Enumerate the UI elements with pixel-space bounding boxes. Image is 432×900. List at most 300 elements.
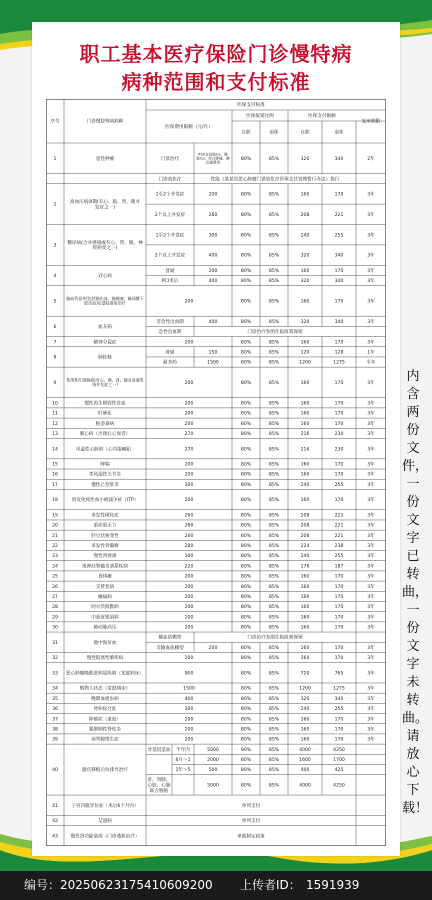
row-6-type-1: 急性出血期 xyxy=(158,330,182,336)
row-37-ratio-ret-0: 85% xyxy=(268,717,280,723)
row-25-ratio-ret-0: 85% xyxy=(268,574,280,580)
row-19-limit-ret-0: 221 xyxy=(334,513,344,519)
row-39-ratio-ret-0: 85% xyxy=(268,737,280,743)
row-2-disease: 高血压病(Ⅱ期(有心、脑、肾、眼并发症之一) xyxy=(69,200,141,211)
row-5-ratio-ret-0: 85% xyxy=(268,299,280,305)
header-employed-2: 在职 xyxy=(300,130,310,136)
row-40-limit-ret-2: 425 xyxy=(334,768,344,774)
row-40-disease: 器官移植后抗排异治疗 xyxy=(82,768,128,774)
row-35-ratio-ret-0: 85% xyxy=(268,696,280,702)
row-9-limit-ret-0: 170 xyxy=(334,381,344,387)
row-4-disease: 冠心病 xyxy=(98,274,112,280)
row-4-limit-ret-1: 340 xyxy=(334,279,344,285)
row-38-limit-in-0: 160 xyxy=(300,727,310,733)
row-24-fee-0: 220 xyxy=(184,564,194,570)
row-40-limit-in-3: 4000 xyxy=(299,783,311,789)
row-17-limit-in-0: 240 xyxy=(300,482,310,488)
row-34-limit-in-0: 1200 xyxy=(299,686,311,692)
row-18-limit-in-0: 160 xyxy=(300,498,310,504)
row-30-limit-ret-0: 170 xyxy=(334,625,344,631)
row-22-seq: 22 xyxy=(52,544,58,550)
row-9-ratio-in-0: 80% xyxy=(240,381,252,387)
row-32-disease: 慢性阻塞性肺疾病 xyxy=(86,656,124,662)
row-42-disease: 艾滋病 xyxy=(98,819,112,825)
row-3-type-1: 2个以上并发症 xyxy=(154,253,186,259)
row-8-type-1: 耐多药 xyxy=(163,360,177,366)
row-17-disease: 慢性乙型肝炎 xyxy=(91,482,119,488)
row-31-review-1: 3年 xyxy=(367,645,375,651)
row-4-ratio-ret-0: 85% xyxy=(268,268,280,274)
row-30-review-0: 3年 xyxy=(367,625,375,631)
row-13-limit-ret-0: 230 xyxy=(334,431,344,437)
row-10-seq: 10 xyxy=(52,401,58,407)
row-1-limit-ret-0: 340 xyxy=(334,156,344,162)
row-13-disease: 肺心病（出现右心衰者） xyxy=(79,431,131,437)
row-36-seq: 36 xyxy=(52,707,58,713)
row-26-fee-0: 200 xyxy=(184,584,194,590)
row-8-disease: 肺结核 xyxy=(98,355,112,361)
row-8-limit-ret-1: 1275 xyxy=(333,360,345,366)
row-40-period-1: 6月～1 xyxy=(175,758,191,764)
row-12-ratio-in-0: 80% xyxy=(240,421,252,427)
row-30-ratio-in-0: 80% xyxy=(240,625,252,631)
row-21-ratio-in-0: 80% xyxy=(240,533,252,539)
row-8-review-0: 1年 xyxy=(367,350,375,356)
row-40-ratio-in-1: 80% xyxy=(240,758,252,764)
row-39-fee-0: 200 xyxy=(184,737,194,743)
row-17-ratio-ret-0: 85% xyxy=(268,482,280,488)
row-40-limit-ret-0: 4250 xyxy=(333,747,345,753)
row-40-limit-in-2: 400 xyxy=(300,768,310,774)
row-34-review-0: 3年 xyxy=(367,686,375,692)
row-23-seq: 23 xyxy=(52,554,58,560)
row-2-fee-1: 260 xyxy=(208,212,218,218)
row-4-review-1: 3年 xyxy=(367,279,375,285)
table-grid xyxy=(46,99,386,846)
row-33-limit-in-0: 720 xyxy=(300,671,310,677)
row-40-fee-3: 5000 xyxy=(207,783,219,789)
row-23-disease: 慢性肾衰竭 xyxy=(93,554,117,560)
row-1-seq: 1 xyxy=(53,156,57,162)
row-15-limit-ret-0: 170 xyxy=(334,462,344,468)
row-41-seq: 41 xyxy=(52,803,58,809)
row-18-limit-ret-0: 170 xyxy=(334,498,344,504)
row-22-ratio-in-0: 80% xyxy=(240,544,252,550)
row-10-limit-in-0: 160 xyxy=(300,401,310,407)
row-2-review-1: 3年 xyxy=(367,212,375,218)
row-30-limit-in-0: 160 xyxy=(300,625,310,631)
row-28-limit-ret-0: 170 xyxy=(334,605,344,611)
row-2-type-0: 1至2个并发症 xyxy=(155,192,185,198)
row-8-limit-ret-0: 128 xyxy=(334,350,344,356)
row-29-ratio-ret-0: 85% xyxy=(268,615,280,621)
row-8-seq: 8 xyxy=(53,355,57,361)
row-40-ratio-in-0: 80% xyxy=(240,747,252,753)
payment-standard-table xyxy=(46,99,386,846)
row-31-ratio-ret-1: 85% xyxy=(268,645,280,651)
row-26-ratio-in-0: 80% xyxy=(240,584,252,590)
row-12-ratio-ret-0: 85% xyxy=(268,421,280,427)
row-24-seq: 24 xyxy=(52,564,58,570)
header-retired: 退休 xyxy=(269,130,279,136)
row-2-limit-ret-0: 170 xyxy=(334,192,344,198)
row-1-review-0: 2年 xyxy=(367,156,375,162)
row-24-disease: 视神经脊髓炎谱系疾病 xyxy=(82,564,128,570)
row-3-type-0: 1至2个并发症 xyxy=(155,233,185,239)
row-9-ratio-ret-0: 85% xyxy=(268,381,280,387)
row-18-fee-0: 200 xyxy=(184,498,194,504)
row-14-limit-in-0: 216 xyxy=(300,447,310,453)
row-4-limit-in-1: 320 xyxy=(300,279,310,285)
row-16-limit-ret-0: 170 xyxy=(334,472,344,478)
row-20-seq: 20 xyxy=(52,523,58,529)
row-6-type-0: 非急性出血期 xyxy=(156,319,184,325)
row-23-fee-0: 300 xyxy=(184,554,194,560)
row-43-note-0: 单独制定政策 xyxy=(237,834,265,840)
row-19-fee-0: 260 xyxy=(184,513,194,519)
row-15-ratio-ret-0: 85% xyxy=(268,462,280,468)
row-40-limit-in-1: 1600 xyxy=(299,758,311,764)
row-29-fee-0: 200 xyxy=(184,615,194,621)
row-31-note-0: 门诊治疗参照住院政策保销 xyxy=(247,635,303,641)
footer-bar xyxy=(0,871,432,900)
row-8-ratio-ret-1: 85% xyxy=(268,360,280,366)
row-39-review-0: 3年 xyxy=(367,737,375,743)
row-2-ratio-in-0: 80% xyxy=(240,192,252,198)
row-15-fee-0: 200 xyxy=(184,462,194,468)
row-15-limit-in-0: 160 xyxy=(300,462,310,468)
row-3-review-0: 3年 xyxy=(367,233,375,239)
row-3-ratio-ret-1: 85% xyxy=(268,253,280,259)
row-13-seq: 13 xyxy=(52,431,58,437)
row-19-ratio-in-0: 80% xyxy=(240,513,252,519)
row-26-review-0: 3年 xyxy=(367,584,375,590)
row-9-review-0: 3年 xyxy=(367,381,375,387)
row-33-review-0: 3年 xyxy=(367,671,375,677)
row-27-disease: 癫痫病 xyxy=(98,594,112,600)
row-37-review-0: 3年 xyxy=(367,717,375,723)
row-24-limit-in-0: 176 xyxy=(300,564,310,570)
row-12-seq: 12 xyxy=(52,421,58,427)
row-19-limit-in-0: 208 xyxy=(300,513,310,519)
row-28-review-0: 3年 xyxy=(367,605,375,611)
row-2-ratio-in-1: 80% xyxy=(240,212,252,218)
header-seq: 序号 xyxy=(50,119,60,125)
row-2-limit-in-0: 160 xyxy=(300,192,310,198)
row-40-ratio-in-2: 80% xyxy=(240,768,252,774)
row-25-fee-0: 200 xyxy=(184,574,194,580)
row-22-limit-ret-0: 238 xyxy=(334,544,344,550)
row-40-ratio-ret-0: 85% xyxy=(268,747,280,753)
row-32-limit-ret-0: 170 xyxy=(334,656,344,662)
row-34-fee-0: 1500 xyxy=(183,686,195,692)
row-42-note-0: 单列支付 xyxy=(241,819,261,825)
row-8-fee-0: 150 xyxy=(208,350,218,356)
row-7-seq: 7 xyxy=(53,340,57,346)
row-23-ratio-ret-0: 85% xyxy=(268,554,280,560)
row-27-ratio-ret-0: 85% xyxy=(268,594,280,600)
row-37-ratio-in-0: 80% xyxy=(240,717,252,723)
row-22-fee-0: 280 xyxy=(184,544,194,550)
row-3-limit-in-0: 240 xyxy=(300,233,310,239)
row-22-review-0: 3年 xyxy=(367,544,375,550)
row-41-note-0: 单列支付 xyxy=(241,803,261,809)
row-5-limit-ret-0: 170 xyxy=(334,299,344,305)
row-42-seq: 42 xyxy=(52,819,58,825)
row-1-ratio-ret-0: 85% xyxy=(268,156,280,162)
row-6-disease: 血友病 xyxy=(98,325,112,331)
row-20-limit-ret-0: 221 xyxy=(334,523,344,529)
row-19-ratio-ret-0: 85% xyxy=(268,513,280,519)
row-7-fee-0: 200 xyxy=(184,340,194,346)
row-2-ratio-ret-1: 85% xyxy=(268,212,280,218)
header-fee-limit: 医保费用限额（元/月） xyxy=(165,125,213,131)
row-38-review-0: 3年 xyxy=(367,727,375,733)
row-8-review-1: 半年 xyxy=(366,360,376,366)
row-1-fee-0: 400含直肠Ca、膀胱Ca、宫口肿瘤、淋巴瘤费用 xyxy=(196,152,230,165)
row-4-limit-in-0: 160 xyxy=(300,268,310,274)
row-31-ratio-in-1: 80% xyxy=(240,645,252,651)
row-35-ratio-in-0: 80% xyxy=(240,696,252,702)
row-3-limit-ret-0: 255 xyxy=(334,233,344,239)
row-31-seq: 31 xyxy=(52,640,58,646)
row-33-ratio-ret-0: 85% xyxy=(268,671,280,677)
row-16-disease: 类风湿性关节炎 xyxy=(88,472,122,478)
row-9-limit-in-0: 160 xyxy=(300,381,310,387)
row-23-review-0: 3年 xyxy=(367,554,375,560)
row-18-seq: 18 xyxy=(52,498,58,504)
row-3-ratio-ret-0: 85% xyxy=(268,233,280,239)
row-17-fee-0: 300 xyxy=(184,482,194,488)
row-24-ratio-ret-0: 85% xyxy=(268,564,280,570)
row-5-review-0: 3年 xyxy=(367,299,375,305)
row-27-limit-in-0: 160 xyxy=(300,594,310,600)
row-37-limit-ret-0: 170 xyxy=(334,717,344,723)
row-32-ratio-ret-0: 85% xyxy=(268,656,280,662)
row-25-ratio-in-0: 80% xyxy=(240,574,252,580)
row-38-disease: 强制制性脊柱炎 xyxy=(88,727,122,733)
row-30-seq: 30 xyxy=(52,625,58,631)
row-1-ratio-in-0: 80% xyxy=(240,156,252,162)
row-12-review-0: 3年 xyxy=(367,421,375,427)
row-4-ratio-ret-1: 85% xyxy=(268,279,280,285)
row-4-ratio-in-0: 80% xyxy=(240,268,252,274)
row-28-ratio-ret-0: 85% xyxy=(268,605,280,611)
row-20-ratio-ret-0: 85% xyxy=(268,523,280,529)
row-23-limit-in-0: 240 xyxy=(300,554,310,560)
row-16-ratio-ret-0: 85% xyxy=(268,472,280,478)
row-4-fee-1: 400 xyxy=(208,279,218,285)
row-30-fee-0: 200 xyxy=(184,625,194,631)
row-35-limit-in-0: 320 xyxy=(300,696,310,702)
row-40-fee-0: 5000 xyxy=(207,747,219,753)
row-37-disease: 抑郁症（重度） xyxy=(88,717,122,723)
row-38-limit-ret-0: 170 xyxy=(334,727,344,733)
row-2-type-1: 2个以上并发症 xyxy=(154,212,186,218)
row-43-seq: 43 xyxy=(52,834,58,840)
row-10-ratio-ret-0: 85% xyxy=(268,401,280,407)
row-12-disease: 帕金森病 xyxy=(95,421,115,427)
row-36-limit-in-0: 240 xyxy=(300,707,310,713)
row-16-seq: 16 xyxy=(52,472,58,478)
row-40-limit-ret-3: 4250 xyxy=(333,783,345,789)
row-3-limit-ret-1: 340 xyxy=(334,253,344,259)
row-25-seq: 25 xyxy=(52,574,58,580)
row-21-limit-in-0: 208 xyxy=(300,533,310,539)
row-12-limit-in-0: 160 xyxy=(300,421,310,427)
row-26-disease: 支梦恶病 xyxy=(95,584,115,590)
row-22-limit-in-0: 224 xyxy=(300,544,310,550)
row-34-limit-ret-0: 1275 xyxy=(333,686,345,692)
row-30-disease: 肺动脉高压 xyxy=(93,625,117,631)
row-11-disease: 肝硬化 xyxy=(98,411,112,417)
row-1-type-0: 门诊治疗 xyxy=(160,156,180,162)
row-27-limit-ret-0: 170 xyxy=(334,594,344,600)
row-3-ratio-in-0: 80% xyxy=(240,233,252,239)
row-29-seq: 29 xyxy=(52,615,58,621)
row-2-fee-0: 200 xyxy=(208,192,218,198)
row-33-limit-ret-0: 765 xyxy=(334,671,344,677)
row-40-seq: 40 xyxy=(52,768,58,774)
row-10-fee-0: 200 xyxy=(184,401,194,407)
row-40-period-0: 半年内 xyxy=(176,747,190,753)
row-7-limit-ret-0: 170 xyxy=(334,340,344,346)
row-6-ratio-ret-0: 85% xyxy=(268,319,280,325)
row-4-fee-0: 200 xyxy=(208,268,218,274)
row-14-ratio-ret-0: 85% xyxy=(268,447,280,453)
row-40-fee-1: 2000 xyxy=(207,758,219,764)
row-36-fee-0: 300 xyxy=(184,707,194,713)
row-34-disease: 植物人状态（家庭病床） xyxy=(79,686,131,692)
row-32-limit-in-0: 160 xyxy=(300,656,310,662)
header-disease: 门诊慢特殊病病种 xyxy=(86,119,124,125)
row-15-seq: 15 xyxy=(52,462,58,468)
row-11-fee-0: 200 xyxy=(184,411,194,417)
header-retired-2: 退休 xyxy=(334,130,344,136)
row-39-disease: 前列腺增生症 xyxy=(91,737,119,743)
row-40-type-0: 异基因造血 xyxy=(147,747,171,753)
row-4-type-0: 普通 xyxy=(165,268,175,274)
row-38-ratio-ret-0: 85% xyxy=(268,727,280,733)
row-36-ratio-in-0: 80% xyxy=(240,707,252,713)
row-19-review-0: 3年 xyxy=(367,513,375,519)
download-notice: 内含两份文件，一份文字已转曲，一份文字未转曲。请放心下载！ xyxy=(402,369,429,816)
row-10-ratio-in-0: 80% xyxy=(240,401,252,407)
row-35-disease: 晚期血吸虫病 xyxy=(91,696,119,702)
row-7-disease: 精神分裂症 xyxy=(93,340,117,346)
row-39-seq: 39 xyxy=(52,737,58,743)
row-37-fee-0: 200 xyxy=(184,717,194,723)
row-25-disease: 眷体瘫 xyxy=(98,574,112,580)
row-12-fee-0: 200 xyxy=(184,421,194,427)
row-23-limit-ret-0: 255 xyxy=(334,554,344,560)
row-20-disease: 重症肌无力 xyxy=(93,523,117,529)
row-6-review-0: 3年 xyxy=(367,319,375,325)
header-payment-standard: 医保支付标准 xyxy=(237,103,265,109)
row-37-limit-in-0: 160 xyxy=(300,717,310,723)
row-26-ratio-ret-0: 85% xyxy=(268,584,280,590)
footer-uploader-label: 上传者ID： xyxy=(240,878,301,892)
header-pay-limit: 医保支付限额 xyxy=(308,114,336,120)
row-28-ratio-in-0: 80% xyxy=(240,605,252,611)
header-ratio: 医保报销比例 xyxy=(246,114,274,120)
row-20-limit-in-0: 208 xyxy=(300,523,310,529)
row-11-ratio-in-0: 80% xyxy=(240,411,252,417)
row-21-disease: 肝豆状核变性 xyxy=(91,533,119,539)
row-23-ratio-in-0: 80% xyxy=(240,554,252,560)
row-2-limit-ret-1: 221 xyxy=(334,212,344,218)
row-2-ratio-ret-0: 85% xyxy=(268,192,280,198)
row-4-limit-ret-0: 170 xyxy=(334,268,344,274)
row-14-limit-ret-0: 230 xyxy=(334,447,344,453)
row-5-seq: 5 xyxy=(53,299,57,305)
row-24-ratio-in-0: 80% xyxy=(240,564,252,570)
row-3-disease: 糖尿病(合并感染或有心、肾、眼、神经病变之一) xyxy=(67,240,143,252)
row-12-limit-ret-0: 170 xyxy=(334,421,344,427)
row-28-disease: 阿尔茨海默病 xyxy=(91,605,119,611)
row-36-ratio-ret-0: 85% xyxy=(268,707,280,713)
row-20-review-0: 3年 xyxy=(367,523,375,529)
row-11-seq: 11 xyxy=(52,411,58,417)
page-title-line1: 职工基本医疗保险门诊慢特病 xyxy=(79,42,353,66)
row-6-note-1: 门诊治疗参照住院政策保销 xyxy=(247,330,303,336)
row-16-fee-0: 200 xyxy=(184,472,194,478)
row-36-disease: 肾病综合征 xyxy=(93,707,117,713)
row-16-review-0: 3年 xyxy=(367,472,375,478)
row-17-ratio-in-0: 80% xyxy=(240,482,252,488)
row-34-ratio-ret-0: 85% xyxy=(268,686,280,692)
row-8-type-0: 普通 xyxy=(165,350,175,356)
row-6-limit-ret-0: 340 xyxy=(334,319,344,325)
footer-id-value: 20250623175410609200 xyxy=(60,878,213,892)
row-3-seq: 3 xyxy=(53,243,57,249)
row-10-review-0: 3年 xyxy=(367,401,375,407)
row-7-review-0: 3年 xyxy=(367,340,375,346)
row-20-ratio-in-0: 80% xyxy=(240,523,252,529)
row-16-ratio-in-0: 80% xyxy=(240,472,252,478)
row-3-limit-in-1: 320 xyxy=(300,253,310,259)
row-27-fee-0: 200 xyxy=(184,594,194,600)
row-13-limit-in-0: 216 xyxy=(300,431,310,437)
row-13-ratio-in-0: 80% xyxy=(240,431,252,437)
row-39-limit-in-0: 160 xyxy=(300,737,310,743)
row-13-review-0: 3年 xyxy=(367,431,375,437)
row-17-limit-ret-0: 255 xyxy=(334,482,344,488)
row-3-ratio-in-1: 80% xyxy=(240,253,252,259)
row-9-fee-0: 200 xyxy=(184,381,194,387)
row-40-limit-ret-1: 1700 xyxy=(333,758,345,764)
row-9-disease: 系统性红斑狼疮(有心、肺、肾、脑及血液系统并发症之一) xyxy=(66,377,144,388)
row-3-fee-0: 300 xyxy=(208,233,218,239)
row-39-limit-ret-0: 170 xyxy=(334,737,344,743)
row-18-disease: 原发免疫性血小板减少症（ITP） xyxy=(71,498,139,504)
footer-uploader-value: 1591939 xyxy=(306,878,360,892)
row-40-fee-2: 500 xyxy=(208,768,218,774)
row-5-disease: 脑血管意外(包括脑出血、脑梗塞、蛛网膜下腔出血)后遗症康复治疗 xyxy=(66,296,144,306)
row-8-limit-in-1: 1200 xyxy=(299,360,311,366)
row-29-limit-in-0: 160 xyxy=(300,615,310,621)
row-40-period-2: 1年～5 xyxy=(175,768,191,774)
row-11-review-0: 3年 xyxy=(367,411,375,417)
row-21-seq: 21 xyxy=(52,533,58,539)
row-20-fee-0: 260 xyxy=(184,523,194,529)
row-34-seq: 34 xyxy=(52,686,58,692)
row-35-limit-ret-0: 340 xyxy=(334,696,344,702)
row-27-ratio-in-0: 80% xyxy=(240,594,252,600)
row-37-seq: 37 xyxy=(52,717,58,723)
row-8-ratio-in-1: 80% xyxy=(240,360,252,366)
row-33-fee-0: 900 xyxy=(184,671,194,677)
